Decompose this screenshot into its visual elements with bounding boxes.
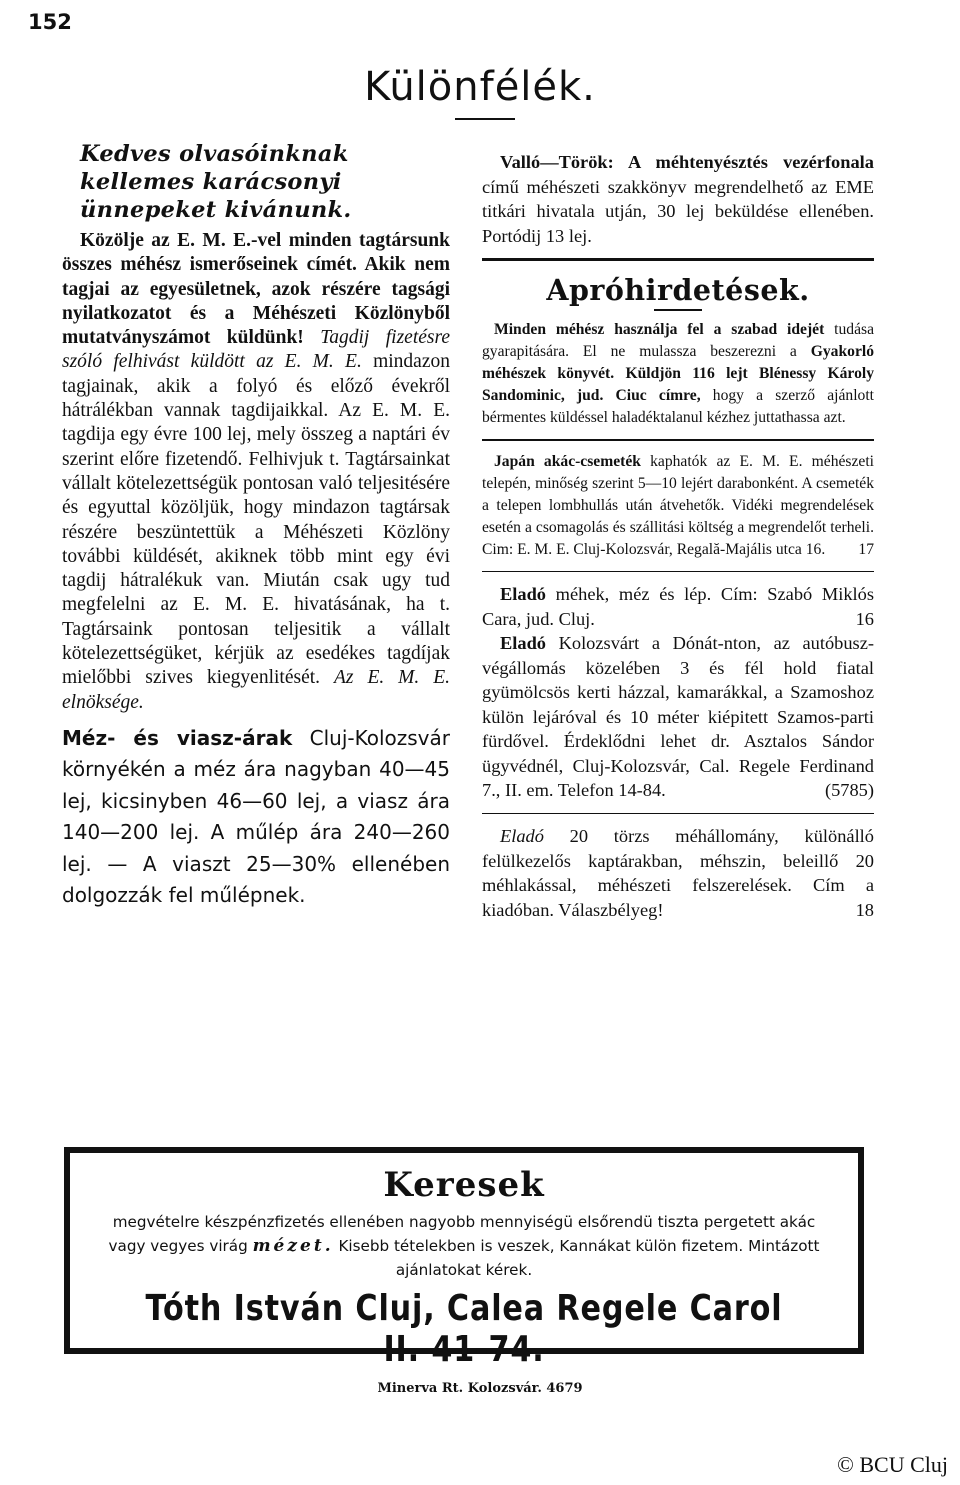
ad-bold-text: Gyakorló méhészek könyvét. Küldjön 116 lejt Blénessy Károly Sandominic, jud. Ciuc címre, bbox=[482, 343, 874, 404]
printer-imprint: Minerva Rt. Kolozsvár. 4679 bbox=[377, 1381, 583, 1396]
ad-bold-text: Eladó bbox=[500, 584, 546, 604]
holiday-greeting: Kedves olvasóinknak kellemes karácsonyi ünnepeket kivánunk. bbox=[80, 141, 352, 223]
ad-body-text: Kisebb tételekben is veszek, Kannákat külön fizetem. Mintázott ajánlatokat kérek. bbox=[338, 1237, 820, 1279]
book-text: című méhészeti szakkönyv megrendelhető az EME titkári hivatala utján, 30 lej beküldése ellenében. Portódij 13 lej. bbox=[482, 176, 874, 246]
classified-ad bbox=[482, 451, 874, 561]
ad-bold-text: Minden méhész használja fel a szabad idejét bbox=[494, 321, 825, 338]
ad-text: hogy a szerző ajánlott bérmentes küldéssel haladéktalanul kézhez juttathassa azt. bbox=[482, 387, 874, 426]
ad-bold-text: Japán akác-csemeték bbox=[494, 452, 641, 470]
ad-text: kaphatók az E. M. E. méhészeti telepén, minőség szerint 5—10 lejért darabonként. A csemeték a telepen lombhullás után átvehetők. Vidéki megrendelések esetén a csomagolás és szállitási költség a megrendelőt terheli. Cim: E. M. E. Cluj-Kolozsvár, Regală-Majális utca 16. bbox=[482, 452, 874, 558]
ad-title: Keresek bbox=[383, 1165, 545, 1205]
classifieds-heading: Apróhirdetések. bbox=[546, 273, 810, 307]
ad-number: 17 bbox=[858, 540, 874, 558]
title-rule bbox=[455, 118, 515, 120]
ad-bold-text: Eladó bbox=[500, 633, 546, 653]
copyright-notice: © BCU Cluj bbox=[837, 1452, 948, 1477]
membership-notice bbox=[62, 229, 450, 715]
ad-body bbox=[96, 1210, 832, 1282]
divider bbox=[482, 813, 874, 815]
prices-text: Cluj-Kolozsvár környékén a méz ára nagyban 40—45 lej, kicsinyben 46—60 lej, a viasz ára 140—200 lej. A műlép ára 240—260 lej. — A viaszt 25—30% ellenében dolgozzák fel műlépnek. bbox=[62, 725, 450, 908]
notice-italic-text: Tagdij fizetésre szóló felhivást küldött az E. M. E. bbox=[62, 327, 451, 373]
ad-text: Kolozsvárt a Dónát-nton, az autóbusz-végállomás közelében 3 és fél hold fiatal gyümölcsös kerti házzal, kamarákkal, a Szamoshoz külön lejáróval és 10 méter kiépitett Szamos-parti fürdővel. Érdeklődni lehet dr. Asztalos Sándor ügyvédnél, Cluj-Kolozsvár, Cal. Regele Ferdinand 7., II. em. Telefon 14-84. bbox=[482, 633, 874, 800]
ad-italic-text: Eladó bbox=[500, 826, 544, 846]
notice-bold-text: Közölje az E. M. E.-vel minden tagtársunk összes méhész ismerőseinek címét. Akik nem tagjai az egyesületnek, azok részére tagsági nyilatkozatot és a Méhészeti Közlönyből mutatványszámot küldünk! bbox=[62, 230, 450, 349]
notice-signature: Az E. M. E. elnöksége. bbox=[62, 667, 451, 713]
ad-number: 18 bbox=[855, 899, 874, 920]
ad-address: Tóth István Cluj, Calea Regele Carol II. 41-74. bbox=[145, 1288, 783, 1370]
ad-text: méhek, méz és lép. Cím: Szabó Miklós Cara, jud. Cluj. bbox=[482, 584, 874, 629]
ad-text: 20 törzs méhállomány, különálló felülkezelős kaptárakban, méhszin, beleillő 20 méhlakással, méhészeti felszerelések. Cím a kiadóban. Válaszbélyeg! bbox=[482, 826, 874, 920]
book-notice bbox=[482, 150, 874, 248]
heading-rule bbox=[654, 309, 702, 311]
ad-body-text: megvételre készpénzfizetés ellenében nagyobb mennyiségü elsőrendü tiszta pergetett akác vagy vegyes virág bbox=[108, 1213, 816, 1255]
ad-number: (5785) bbox=[824, 780, 874, 800]
classified-ad bbox=[482, 824, 874, 922]
ad-emphasis: mézet. bbox=[252, 1236, 334, 1256]
buyer-advertisement bbox=[64, 1147, 864, 1370]
notice-body-text: mindazon tagjainak, akik a folyó és előző évekről hátrálékban vannak tagdijaikkal. Az E. M. E. tagdija egy évre 100 lej, mely összeg a naptári év szerint előre fizetendő. Felhivjuk t. Tagtársainkat vállalt kötelezettségük pontosan való teljesitésére és egyuttal közöljük, hogy mindazon tagtársak részére beszüntettük a Méhészeti Közlöny további küldését, akiknek több mint egy évi tagdij hátralékuk van. Miután csak ugy tud megfelelni az E. M. E. hivatásának, ha t. Tagtársaink pontosan teljesitik a vállalt kötelezettségüket, kérjük az esedékes tagdíjak mielőbbi szives kiegyenlitését. bbox=[62, 351, 450, 689]
right-column bbox=[482, 150, 874, 922]
section-title: Különfélék. bbox=[364, 64, 596, 110]
book-title: Valló—Török: A méhtenyésztés vezérfonala bbox=[500, 152, 874, 172]
classified-ad bbox=[482, 631, 874, 803]
left-column bbox=[62, 140, 450, 912]
divider bbox=[482, 571, 874, 573]
ad-number: 16 bbox=[855, 608, 874, 629]
divider bbox=[482, 258, 874, 261]
ad-text: tudása gyarapitására. El ne mulassza beszerezni a bbox=[482, 321, 874, 360]
divider bbox=[482, 439, 874, 441]
page-number: 152 bbox=[28, 10, 72, 34]
prices-heading: Méz- és viasz-árak bbox=[62, 725, 293, 750]
classified-ad bbox=[482, 582, 874, 631]
classified-ad bbox=[482, 319, 874, 429]
honey-wax-prices bbox=[62, 723, 450, 912]
